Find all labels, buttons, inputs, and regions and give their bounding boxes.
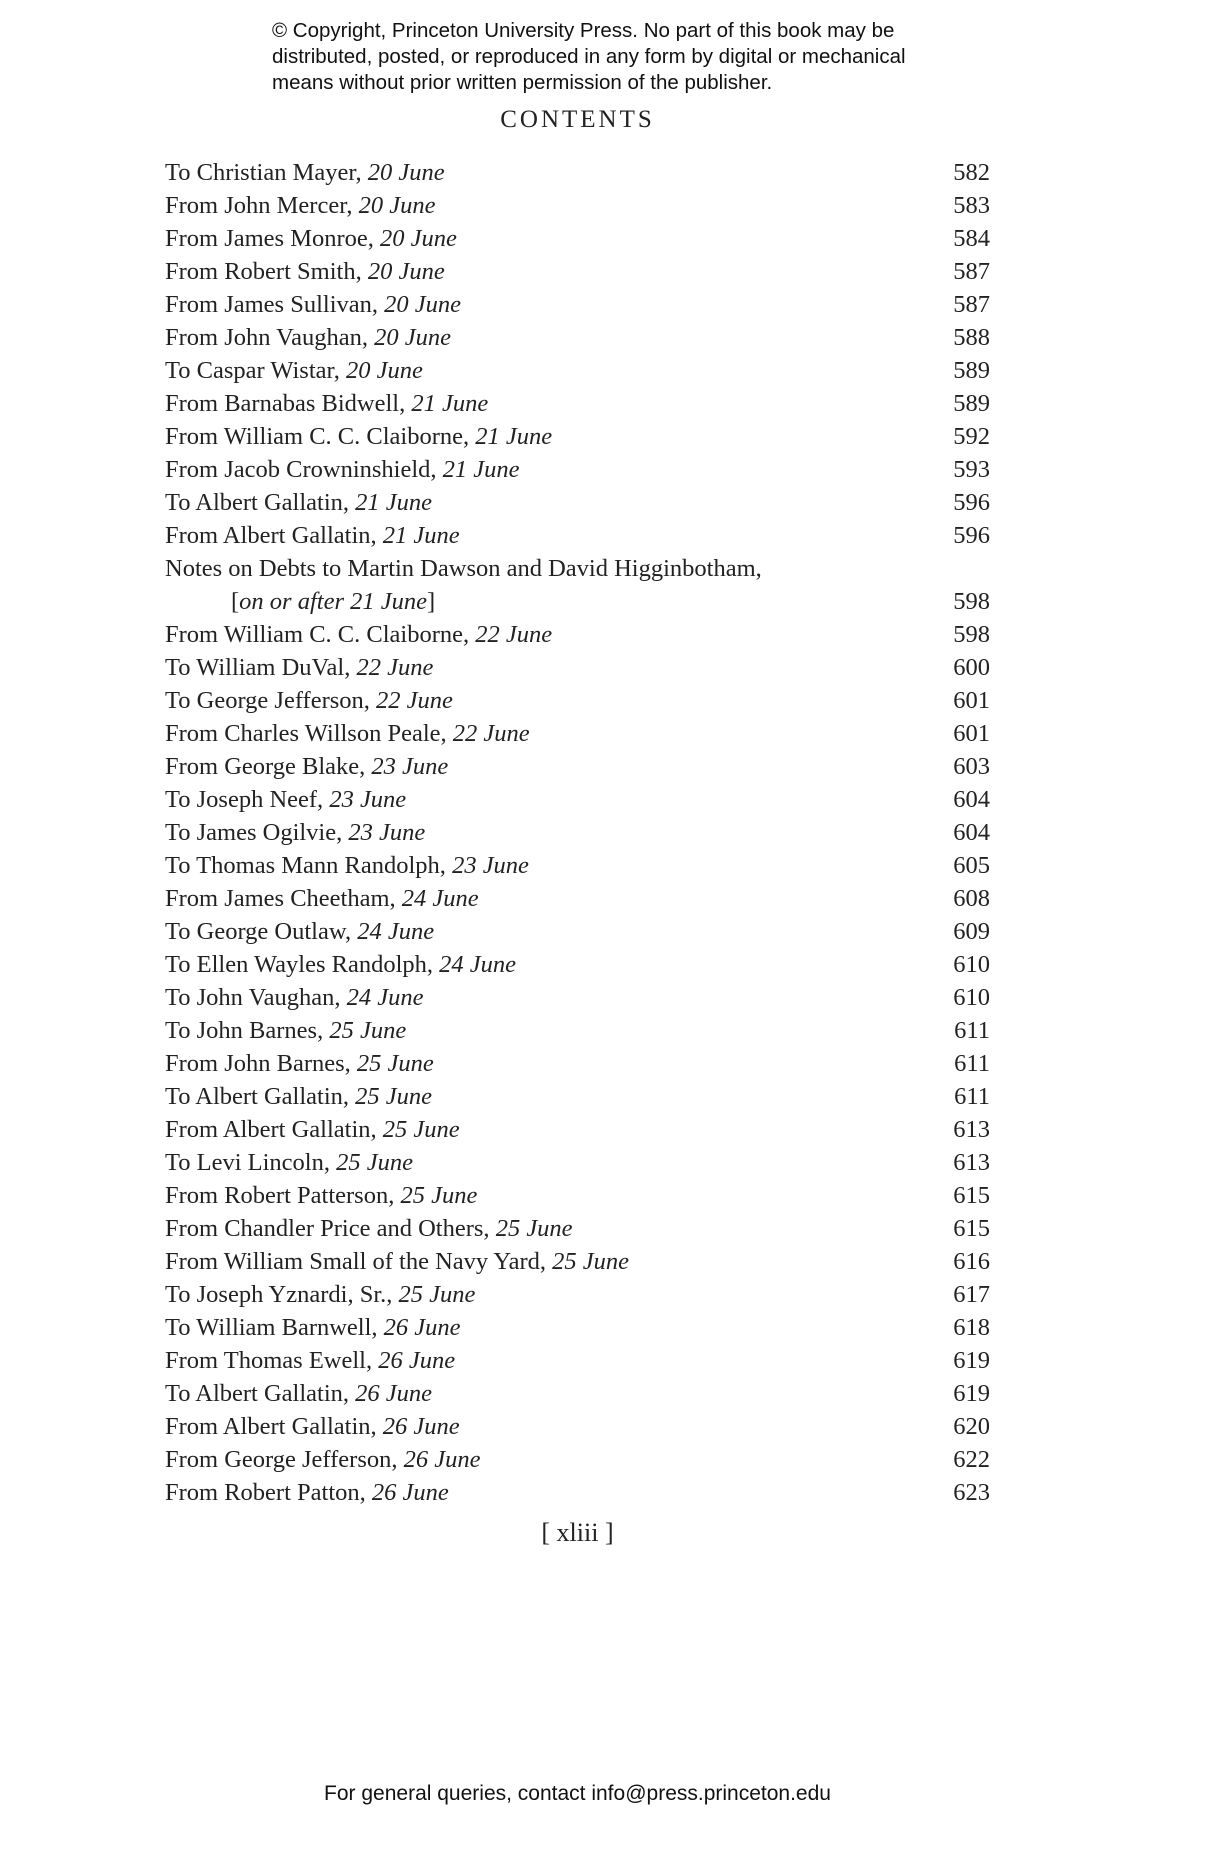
entry-correspondent: To Albert Gallatin,	[165, 489, 356, 516]
entry-title	[165, 1344, 455, 1377]
entry-title	[165, 354, 423, 387]
entry-page-number: 584	[953, 225, 990, 252]
entry-page-number: 619	[953, 1347, 990, 1374]
entry-date: 24 June	[401, 885, 479, 912]
entry-title	[165, 1377, 432, 1410]
entry-date: 23 June	[452, 852, 529, 879]
entry-title: Notes on Debts to Martin Dawson and David Higginbotham,	[165, 555, 762, 582]
entry-title	[165, 387, 488, 420]
contents-entry	[165, 321, 990, 354]
entry-date: 25 June	[552, 1248, 630, 1275]
copyright-line: means without prior written permission of the publisher.	[272, 71, 773, 94]
entry-correspondent: To James Ogilvie,	[165, 819, 349, 846]
entry-page-number: 618	[953, 1314, 990, 1341]
contents-entry	[165, 915, 990, 948]
contents-entry	[165, 1311, 990, 1344]
entry-correspondent: From Jacob Crowninshield,	[165, 456, 443, 483]
contents-entry	[165, 1410, 990, 1443]
contents-entry	[165, 1212, 990, 1245]
contents-entry	[165, 1278, 990, 1311]
entry-correspondent: To John Barnes,	[165, 1017, 330, 1044]
entry-title	[165, 1278, 475, 1311]
entry-title	[165, 915, 434, 948]
entry-date: 20 June	[374, 324, 452, 351]
contents-entry	[165, 222, 990, 255]
entry-correspondent: From Albert Gallatin,	[165, 522, 383, 549]
entry-correspondent: From Barnabas Bidwell,	[165, 390, 412, 417]
entry-title	[165, 453, 520, 486]
entry-title	[165, 222, 457, 255]
entry-title	[165, 255, 445, 288]
entry-correspondent: To Joseph Yznardi, Sr.,	[165, 1281, 399, 1308]
entry-title	[165, 1212, 573, 1245]
entry-title	[165, 981, 423, 1014]
entry-title	[165, 189, 436, 222]
entry-date: 25 June	[495, 1215, 573, 1242]
entry-date: 20 June	[380, 225, 457, 252]
contents-entry	[165, 156, 990, 189]
contents-entry	[165, 288, 990, 321]
entry-correspondent: From George Blake,	[165, 753, 372, 780]
contents-entry	[165, 750, 990, 783]
entry-title	[165, 948, 516, 981]
copyright-line: © Copyright, Princeton University Press. No part of this book may be	[272, 19, 895, 42]
entry-continuation	[165, 585, 435, 618]
entry-correspondent: To Albert Gallatin,	[165, 1380, 356, 1407]
entry-page-number: 601	[953, 687, 990, 714]
entry-page-number: 598	[953, 621, 990, 648]
contents-entry	[165, 1245, 990, 1278]
entry-date: 21 June	[442, 456, 520, 483]
contents-entry	[165, 981, 990, 1014]
entry-correspondent: From John Mercer,	[165, 192, 359, 219]
entry-date: 21 June	[411, 390, 489, 417]
entry-title	[165, 519, 460, 552]
entry-correspondent: From James Cheetham,	[165, 885, 402, 912]
entry-date: 20 June	[367, 159, 445, 186]
entry-correspondent: From James Sullivan,	[165, 291, 385, 318]
entry-title	[165, 1443, 480, 1476]
entry-correspondent: To Christian Mayer,	[165, 159, 368, 186]
entry-page-number: 582	[953, 159, 990, 186]
page-folio: [ xliii ]	[541, 1518, 614, 1547]
entry-title	[165, 684, 453, 717]
entry-page-number: 611	[954, 1050, 990, 1077]
entry-title	[165, 420, 552, 453]
entry-page-number: 589	[953, 390, 990, 417]
contents-entry	[165, 882, 990, 915]
entry-correspondent: From William Small of the Navy Yard,	[165, 1248, 553, 1275]
entry-date: 24 June	[357, 918, 435, 945]
entry-correspondent: From Charles Willson Peale,	[165, 720, 453, 747]
entry-date: 26 June	[403, 1446, 481, 1473]
entry-correspondent: To George Jefferson,	[165, 687, 377, 714]
entry-page-number: 600	[953, 654, 990, 681]
entry-date: 22 June	[376, 687, 453, 714]
entry-date: 26 June	[382, 1413, 460, 1440]
entry-date: 25 June	[329, 1017, 407, 1044]
contents-entry	[165, 948, 990, 981]
entry-correspondent: To Caspar Wistar,	[165, 357, 346, 384]
entry-date: 25 June	[355, 1083, 433, 1110]
entry-date: 23 June	[371, 753, 449, 780]
entry-date: 22 June	[475, 621, 553, 648]
contents-entry	[165, 453, 990, 486]
entry-page-number: 596	[953, 489, 990, 516]
entry-title	[165, 882, 479, 915]
entry-title	[165, 1179, 477, 1212]
contents-entry	[165, 684, 990, 717]
entry-correspondent: From Robert Patterson,	[165, 1182, 401, 1209]
contents-entry	[165, 1146, 990, 1179]
entry-date: 21 June	[475, 423, 553, 450]
contents-entry-notes	[165, 552, 990, 618]
entry-title	[165, 849, 529, 882]
entry-date: 20 June	[345, 357, 423, 384]
entry-page-number: 596	[953, 522, 990, 549]
contents-entry	[165, 387, 990, 420]
entry-date: 23 June	[329, 786, 407, 813]
entry-title	[165, 1476, 449, 1509]
contents-entry	[165, 1443, 990, 1476]
entry-title	[165, 618, 552, 651]
entry-page-number: 605	[953, 852, 990, 879]
entry-date: 20 June	[384, 291, 462, 318]
entry-title	[165, 288, 461, 321]
entry-date: 26 June	[371, 1479, 449, 1506]
contents-entry	[165, 1047, 990, 1080]
entry-title	[165, 1113, 460, 1146]
entry-page-number: 617	[953, 1281, 990, 1308]
entry-page-number: 613	[953, 1116, 990, 1143]
entry-page-number: 593	[953, 456, 990, 483]
entry-correspondent: From Chandler Price and Others,	[165, 1215, 496, 1242]
copyright-notice	[272, 18, 1032, 96]
close-bracket: ]	[426, 588, 436, 615]
entry-correspondent: To Albert Gallatin,	[165, 1083, 356, 1110]
entry-page-number: 611	[954, 1017, 990, 1044]
entry-correspondent: From Robert Patton,	[165, 1479, 372, 1506]
entry-title	[165, 717, 530, 750]
open-bracket: [	[231, 588, 240, 615]
contents-entry	[165, 618, 990, 651]
contents-entry	[165, 486, 990, 519]
entry-date: 25 June	[336, 1149, 413, 1176]
contents-entry	[165, 1113, 990, 1146]
entry-title	[165, 783, 406, 816]
entry-date: 23 June	[348, 819, 426, 846]
entry-page-number: 587	[953, 258, 990, 285]
entry-page-number: 615	[953, 1215, 990, 1242]
entry-date: 20 June	[358, 192, 436, 219]
entry-page-number: 611	[954, 1083, 990, 1110]
entry-correspondent: From James Monroe,	[165, 225, 381, 252]
entry-date: 22 June	[356, 654, 434, 681]
entry-title	[165, 486, 432, 519]
entry-page-number: 620	[953, 1413, 990, 1440]
contents-entry	[165, 849, 990, 882]
entry-correspondent: To William DuVal,	[165, 654, 357, 681]
entry-title	[165, 1245, 629, 1278]
entry-page-number: 610	[953, 951, 990, 978]
contents-entry	[165, 255, 990, 288]
contents-entry	[165, 420, 990, 453]
entry-page-number: 588	[953, 324, 990, 351]
entry-page-number: 613	[953, 1149, 990, 1176]
entry-date: 25 June	[398, 1281, 476, 1308]
contents-entry	[165, 1080, 990, 1113]
entry-title	[165, 1047, 434, 1080]
entry-date: on or after 21 June	[239, 588, 427, 615]
entry-page-number: 601	[953, 720, 990, 747]
entry-correspondent: To Ellen Wayles Randolph,	[165, 951, 440, 978]
entry-title	[165, 1014, 406, 1047]
entry-date: 25 June	[356, 1050, 434, 1077]
entry-correspondent: From Thomas Ewell,	[165, 1347, 379, 1374]
entry-correspondent: To Thomas Mann Randolph,	[165, 852, 453, 879]
contents-list	[165, 156, 990, 1509]
entry-correspondent: From George Jefferson,	[165, 1446, 404, 1473]
contents-entry	[165, 1377, 990, 1410]
contact-footer: For general queries, contact info@press.princeton.edu	[324, 1782, 831, 1805]
entry-page-number: 623	[953, 1479, 990, 1506]
entry-title	[165, 1410, 460, 1443]
contents-entry	[165, 189, 990, 222]
contents-entry	[165, 651, 990, 684]
entry-page-number: 583	[953, 192, 990, 219]
entry-correspondent: From John Vaughan,	[165, 324, 375, 351]
entry-correspondent: To Levi Lincoln,	[165, 1149, 337, 1176]
contents-entry	[165, 783, 990, 816]
entry-date: 20 June	[367, 258, 445, 285]
entry-date: 22 June	[452, 720, 530, 747]
entry-correspondent: To Joseph Neef,	[165, 786, 330, 813]
contents-entry	[165, 354, 990, 387]
entry-date: 24 June	[439, 951, 517, 978]
entry-date: 25 June	[400, 1182, 478, 1209]
contents-entry	[165, 1014, 990, 1047]
entry-page-number: 604	[953, 819, 990, 846]
entry-correspondent: To William Barnwell,	[165, 1314, 384, 1341]
entry-date: 26 June	[383, 1314, 461, 1341]
entry-title	[165, 816, 425, 849]
entry-correspondent: From John Barnes,	[165, 1050, 357, 1077]
entry-correspondent: From Albert Gallatin,	[165, 1413, 383, 1440]
entry-page-number: 616	[953, 1248, 990, 1275]
entry-date: 26 June	[378, 1347, 456, 1374]
entry-page-number: 604	[953, 786, 990, 813]
entry-date: 21 June	[382, 522, 460, 549]
page-title: CONTENTS	[500, 106, 655, 133]
entry-correspondent: To George Outlaw,	[165, 918, 358, 945]
entry-title	[165, 1146, 413, 1179]
entry-page-number: 592	[953, 423, 990, 450]
entry-page-number: 589	[953, 357, 990, 384]
contents-entry	[165, 1344, 990, 1377]
entry-page-number: 609	[953, 918, 990, 945]
entry-correspondent: From William C. C. Claiborne,	[165, 423, 476, 450]
entry-title	[165, 1080, 432, 1113]
entry-page-number: 587	[953, 291, 990, 318]
entry-title	[165, 1311, 461, 1344]
entry-date: 21 June	[355, 489, 433, 516]
entry-page-number: 608	[953, 885, 990, 912]
entry-page-number: 622	[953, 1446, 990, 1473]
contents-entry	[165, 717, 990, 750]
entry-title	[165, 156, 445, 189]
entry-date: 25 June	[382, 1116, 460, 1143]
entry-page-number: 619	[953, 1380, 990, 1407]
contents-entry	[165, 816, 990, 849]
entry-title	[165, 651, 433, 684]
contents-entry	[165, 519, 990, 552]
entry-date: 24 June	[346, 984, 424, 1011]
contents-entry	[165, 1476, 990, 1509]
entry-title	[165, 750, 448, 783]
entry-correspondent: From Robert Smith,	[165, 258, 368, 285]
contents-entry	[165, 1179, 990, 1212]
entry-page-number: 615	[953, 1182, 990, 1209]
entry-correspondent: From Albert Gallatin,	[165, 1116, 383, 1143]
entry-page-number: 603	[953, 753, 990, 780]
copyright-line: distributed, posted, or reproduced in any form by digital or mechanical	[272, 45, 906, 68]
entry-date: 26 June	[355, 1380, 433, 1407]
entry-correspondent: To John Vaughan,	[165, 984, 347, 1011]
entry-title	[165, 321, 451, 354]
entry-page-number: 598	[953, 588, 990, 615]
entry-correspondent: From William C. C. Claiborne,	[165, 621, 476, 648]
entry-page-number: 610	[953, 984, 990, 1011]
